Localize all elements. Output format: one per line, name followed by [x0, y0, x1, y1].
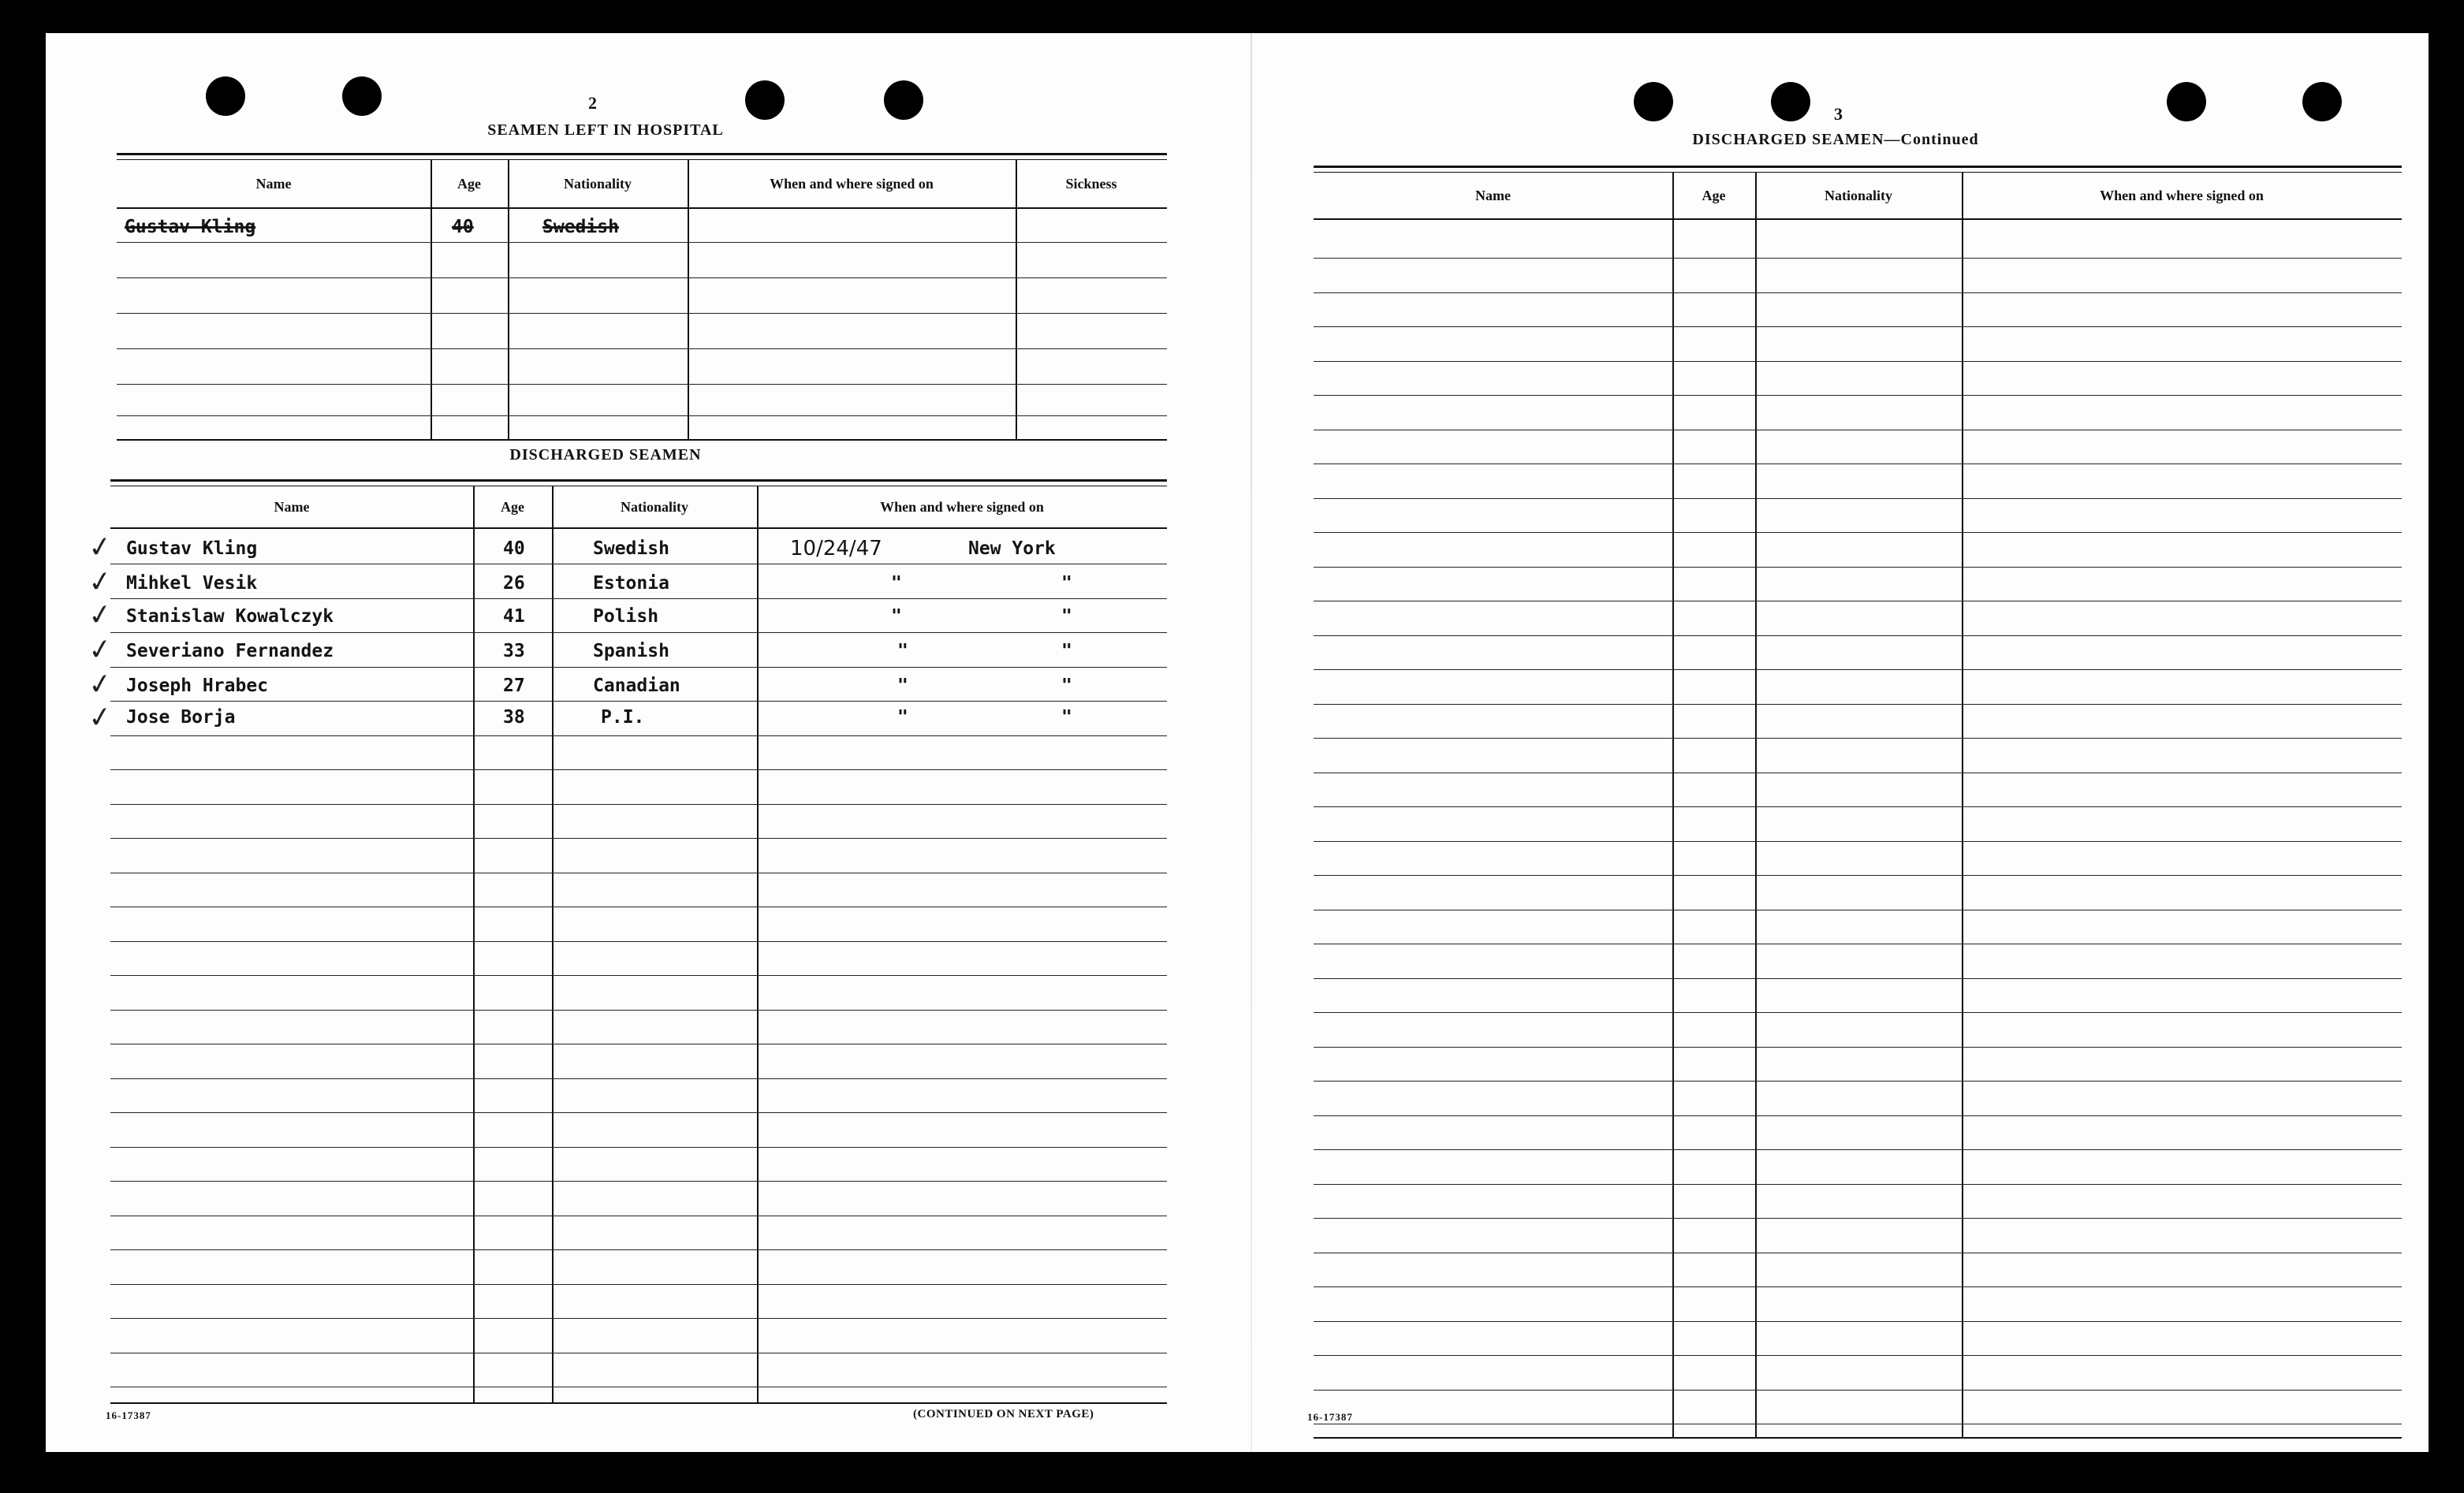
hospital-section-title: SEAMEN LEFT IN HOSPITAL [487, 121, 724, 139]
ruled-line [1314, 498, 2402, 499]
ruled-line [1314, 532, 2402, 533]
col-header-signed-on: When and where signed on [2100, 187, 2264, 203]
form-code-left: 16-17387 [106, 1409, 151, 1421]
checkmark-icon: ✓ [86, 632, 114, 668]
punch-hole [2302, 82, 2342, 121]
ruled-line [1314, 1184, 2402, 1185]
ruled-line [110, 1318, 1167, 1319]
punch-hole [342, 76, 382, 116]
discharged-continued-title: DISCHARGED SEAMEN—Continued [1692, 131, 1979, 148]
ruled-line [1314, 1115, 2402, 1116]
discharged-table [110, 479, 1167, 1404]
ruled-line [1314, 1218, 2402, 1219]
ruled-line [1314, 258, 2402, 259]
punch-hole [884, 80, 923, 120]
col-header-sickness: Sickness [1065, 175, 1117, 192]
col-header-nationality: Nationality [1824, 187, 1892, 203]
punch-hole [206, 76, 245, 116]
col-header-age: Age [1702, 187, 1726, 203]
discharged-row-date: " [897, 707, 908, 728]
ruled-line [110, 1147, 1167, 1148]
col-header-name: Name [1475, 187, 1511, 203]
col-header-age: Age [457, 175, 481, 192]
ruled-line [1314, 395, 2402, 396]
discharged-section-title: DISCHARGED SEAMEN [509, 446, 702, 464]
col-header-nationality: Nationality [620, 498, 688, 515]
ruled-line [110, 975, 1167, 976]
ruled-line [1314, 1286, 2402, 1287]
discharged-row-nationality: Estonia [593, 573, 669, 594]
ruled-line [110, 632, 1167, 633]
discharged-row-age: 40 [503, 538, 525, 559]
ruled-line [110, 1284, 1167, 1285]
ruled-line [1314, 635, 2402, 636]
form-code-right: 16-17387 [1307, 1411, 1353, 1423]
discharged-row-age: 27 [503, 676, 525, 696]
col-header-age: Age [501, 498, 524, 515]
ruled-line [110, 1181, 1167, 1182]
discharged-row-age: 26 [503, 573, 525, 594]
ruled-line [110, 804, 1167, 805]
ruled-line [110, 598, 1167, 599]
ruled-line [110, 1112, 1167, 1113]
discharged-row-place: " [1061, 606, 1072, 627]
checkmark-icon: ✓ [86, 530, 114, 565]
ruled-line [110, 667, 1167, 668]
ruled-line [1314, 1321, 2402, 1322]
col-header-nationality: Nationality [563, 175, 632, 192]
ruled-line [110, 941, 1167, 942]
discharged-row-name: Stanislaw Kowalczyk [126, 606, 334, 627]
ruled-line [1314, 738, 2402, 739]
col-header-name: Name [274, 498, 310, 515]
punch-hole [1634, 82, 1673, 121]
ruled-line [1314, 1012, 2402, 1013]
ruled-line [110, 1249, 1167, 1250]
ruled-line [1314, 1149, 2402, 1150]
ruled-line [1314, 841, 2402, 842]
form-sheet [46, 33, 2429, 1452]
ruled-line [1314, 567, 2402, 568]
checkmark-icon: ✓ [86, 700, 114, 735]
punch-hole [2167, 82, 2206, 121]
ruled-line [1314, 361, 2402, 362]
ruled-line [1314, 1081, 2402, 1082]
discharged-row-name: Gustav Kling [126, 538, 258, 559]
checkmark-icon: ✓ [86, 564, 114, 600]
ruled-line [1314, 669, 2402, 670]
ruled-line [1314, 978, 2402, 979]
discharged-row-nationality: Swedish [593, 538, 669, 559]
continued-note: (CONTINUED ON NEXT PAGE) [913, 1408, 1094, 1420]
ruled-line [110, 1010, 1167, 1011]
discharged-row-name: Severiano Fernandez [126, 641, 334, 661]
discharged-row-place: " [1061, 641, 1072, 661]
ruled-line [1314, 1390, 2402, 1391]
ruled-line [110, 769, 1167, 770]
ruled-line [110, 735, 1167, 736]
hospital-row-name: Gustav Kling [125, 217, 256, 237]
discharged-row-nationality: Polish [593, 606, 659, 627]
col-header-signed-on: When and where signed on [880, 498, 1044, 515]
discharged-row-name: Mihkel Vesik [126, 573, 258, 594]
ruled-line [1314, 1355, 2402, 1356]
discharged-row-name: Jose Borja [126, 707, 236, 728]
discharged-row-age: 38 [503, 707, 525, 728]
punch-hole [745, 80, 785, 120]
discharged-continued-table [1314, 166, 2402, 1439]
punch-hole [1771, 82, 1810, 121]
discharged-row-place: " [1061, 707, 1072, 728]
page-fold [1251, 33, 1252, 1452]
discharged-row-age: 33 [503, 641, 525, 661]
ruled-line [1314, 704, 2402, 705]
discharged-row-place: " [1061, 573, 1072, 594]
ruled-line [1314, 806, 2402, 807]
ruled-line [1314, 292, 2402, 293]
hospital-row-age: 40 [452, 217, 474, 237]
discharged-row-date: " [897, 641, 908, 661]
checkmark-icon: ✓ [86, 598, 114, 633]
hospital-table [117, 153, 1167, 441]
discharged-row-date: " [897, 676, 908, 696]
page-number-left: 2 [588, 93, 597, 113]
discharged-row-nationality: Canadian [593, 676, 680, 696]
discharged-row-place: " [1061, 676, 1072, 696]
discharged-row-nationality: P.I. [601, 707, 645, 728]
discharged-row-name: Joseph Hrabec [126, 676, 269, 696]
ruled-line [110, 701, 1167, 702]
ruled-line [1314, 326, 2402, 327]
ruled-line [110, 1078, 1167, 1079]
discharged-row-nationality: Spanish [593, 641, 669, 661]
discharged-row-date: " [891, 573, 902, 594]
checkmark-icon: ✓ [86, 667, 114, 702]
discharged-row-age: 41 [503, 606, 525, 627]
col-header-name: Name [255, 175, 292, 192]
discharged-row-date: 10/24/47 [790, 537, 882, 560]
discharged-row-date: " [891, 606, 902, 627]
ruled-line [1314, 1047, 2402, 1048]
discharged-row-place: New York [968, 538, 1056, 559]
col-header-signed-on: When and where signed on [770, 175, 934, 192]
hospital-row-nationality: Swedish [542, 217, 619, 237]
page-number-right: 3 [1834, 104, 1843, 124]
ruled-line [110, 838, 1167, 839]
ruled-line [1314, 875, 2402, 876]
